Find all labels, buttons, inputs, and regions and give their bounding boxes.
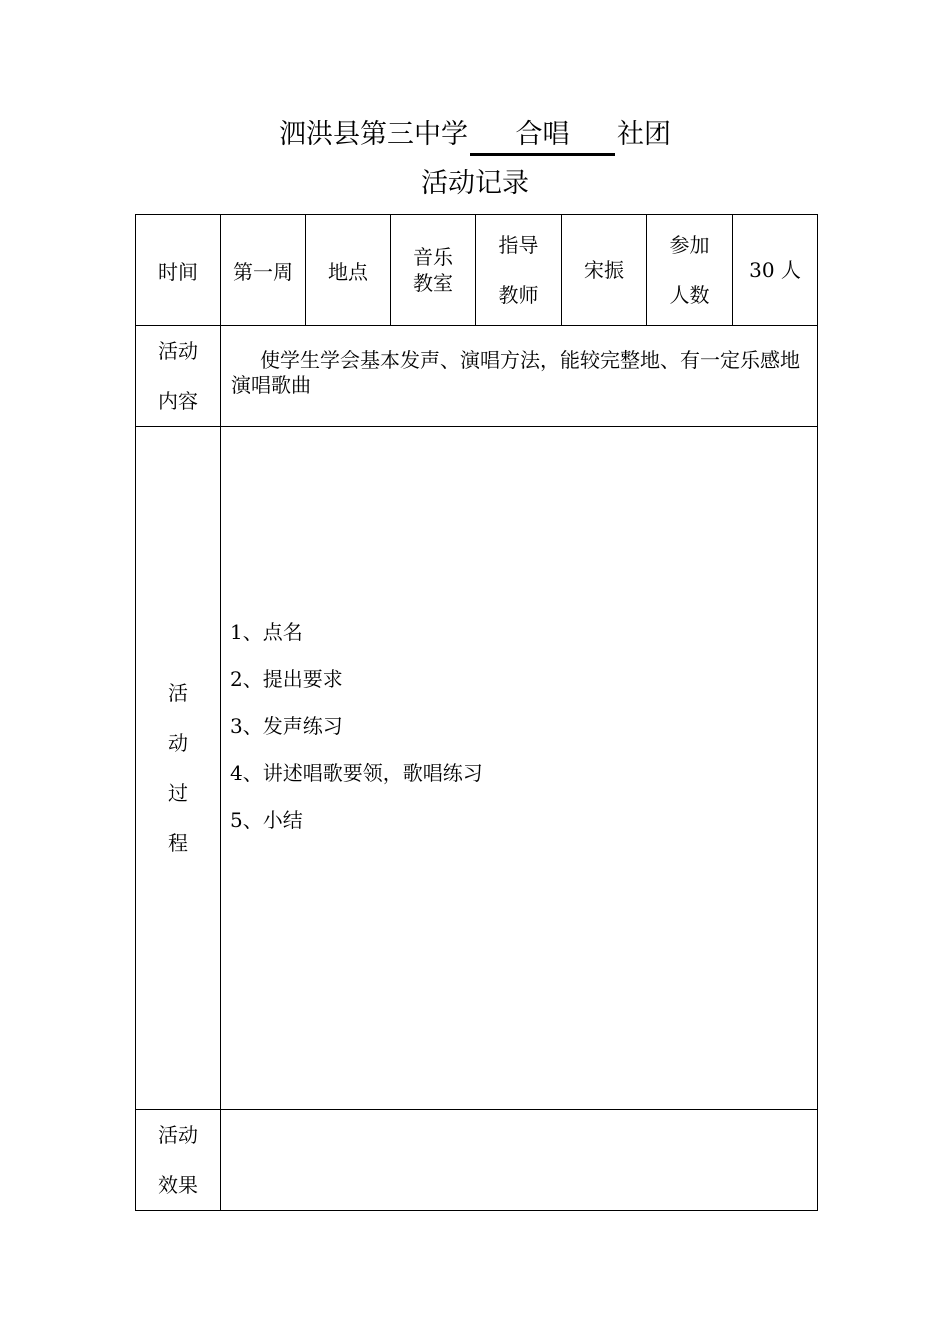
content-text: 使学生学会基本发声、演唱方法，能较完整地、有一定乐感地演唱歌曲 — [231, 348, 800, 397]
effect-label-line1: 活动 — [158, 1123, 198, 1147]
info-row — [136, 215, 818, 326]
content-label-line1: 活动 — [158, 339, 198, 363]
place-value — [391, 215, 476, 326]
content-text-cell — [221, 326, 818, 427]
page-subtitle: 活动记录 — [421, 168, 529, 199]
process-label-char: 动 — [168, 731, 188, 755]
page-title — [0, 112, 950, 156]
school-name: 泗洪县第三中学 — [279, 119, 468, 150]
time-label: 时间 — [136, 215, 221, 326]
process-label-char: 程 — [168, 831, 188, 855]
effect-text — [221, 1110, 818, 1211]
club-name: 合唱 — [515, 119, 570, 150]
teacher-label — [476, 215, 562, 326]
process-step: 4、讲述唱歌要领，歌唱练习 — [230, 761, 483, 785]
process-step: 3、发声练习 — [230, 714, 343, 738]
content-label — [136, 326, 221, 427]
place-label: 地点 — [306, 215, 391, 326]
effect-label — [136, 1110, 221, 1211]
process-step: 5、小结 — [230, 808, 303, 832]
process-step: 1、点名 — [230, 620, 303, 644]
place-value-line2: 教室 — [413, 271, 453, 295]
count-label-line1: 参加 — [669, 233, 710, 257]
process-step: 2、提出要求 — [230, 667, 343, 691]
process-label-char: 活 — [168, 681, 188, 705]
effect-label-line2: 效果 — [158, 1173, 198, 1197]
count-label-line2: 人数 — [669, 283, 710, 307]
club-suffix: 社团 — [617, 119, 671, 150]
content-label-line2: 内容 — [158, 389, 198, 413]
time-value: 第一周 — [221, 215, 306, 326]
teacher-label-line2: 教师 — [498, 283, 539, 307]
effect-row — [136, 1110, 818, 1211]
club-name-blank — [470, 112, 615, 156]
place-value-line1: 音乐 — [413, 245, 453, 269]
process-label-char: 过 — [168, 781, 188, 805]
teacher-value: 宋振 — [562, 215, 647, 326]
content-row — [136, 326, 818, 427]
teacher-label-line1: 指导 — [498, 233, 539, 257]
process-label — [136, 427, 221, 1110]
count-value: 30 人 — [733, 215, 818, 326]
activity-record-table — [135, 214, 818, 1211]
count-label — [647, 215, 733, 326]
process-steps-cell — [221, 427, 818, 1110]
process-row — [136, 427, 818, 1110]
